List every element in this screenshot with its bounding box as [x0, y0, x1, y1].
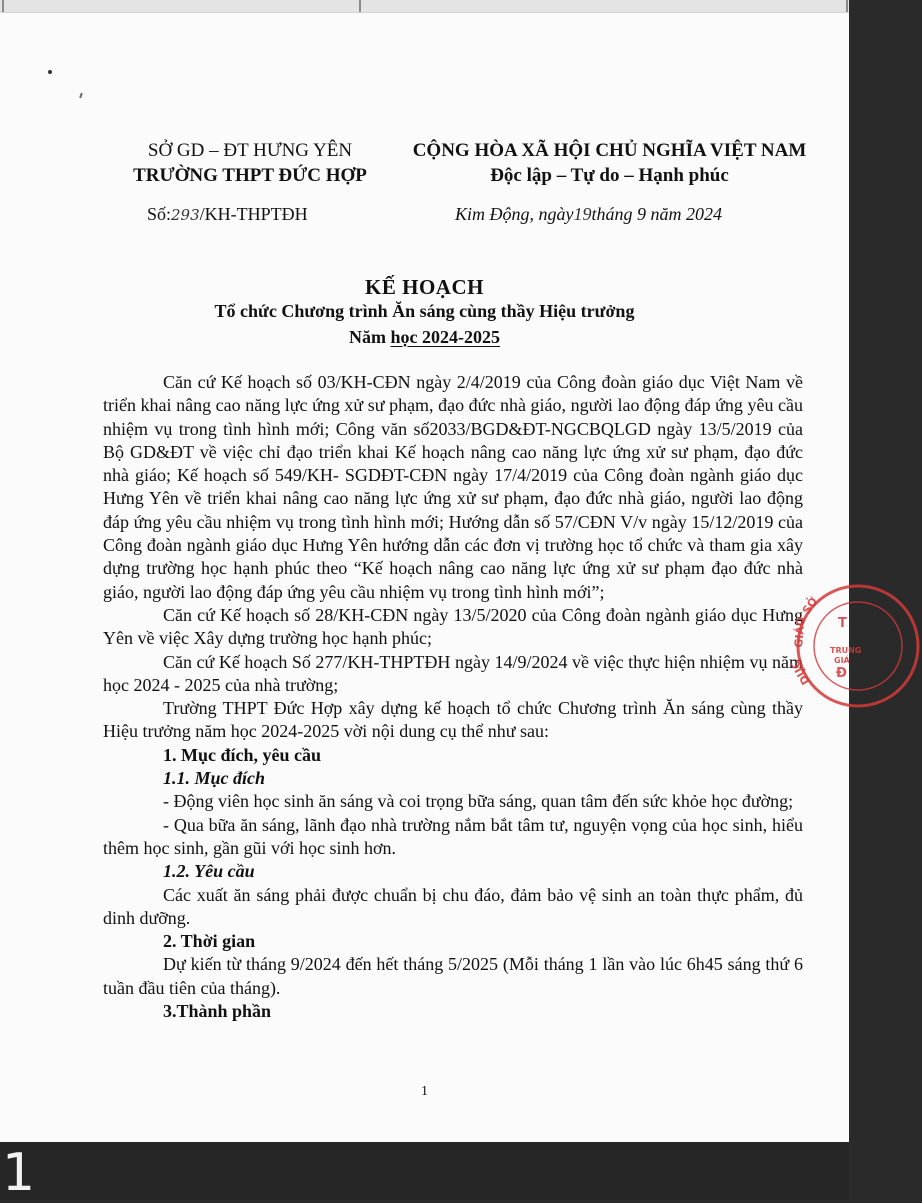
top-bar-separator — [846, 0, 848, 12]
official-stamp-seal — [788, 570, 922, 720]
svg-text:GIÁO: GIÁO — [792, 616, 808, 649]
top-bar-separator — [2, 0, 4, 12]
scan-speck — [48, 70, 52, 74]
svg-text:Đ: Đ — [836, 666, 847, 681]
viewer-page-indicator: 1 — [2, 1143, 36, 1203]
svg-text:DỤC: DỤC — [788, 657, 813, 687]
document-number-prefix: Số: — [147, 204, 172, 224]
svg-text:T: T — [838, 616, 847, 631]
national-motto: Độc lập – Tự do – Hạnh phúc — [490, 165, 729, 186]
school-year-underlined: học 2024-2025 — [390, 327, 500, 347]
viewer-top-bar — [0, 0, 849, 13]
section-heading: 2. Thời gian — [163, 931, 256, 952]
subsection-heading: 1.2. Yêu cầu — [163, 861, 255, 882]
national-name: CỘNG HÒA XÃ HỘI CHỦ NGHĨA VIỆT NAM — [412, 140, 807, 161]
svg-text:GIÁ: GIÁ — [834, 656, 850, 665]
place-date-suffix: tháng 9 năm 2024 — [591, 204, 722, 224]
document-number-handwritten: 293 — [171, 206, 200, 224]
svg-text:TRUNG: TRUNG — [830, 646, 862, 655]
paragraph: Dự kiến từ tháng 9/2024 đến hết tháng 5/2025 (Mỗi tháng 1 lần vào lúc 6h45 sáng thứ 6 tuần đầu tiên của tháng). — [103, 954, 803, 998]
school-year — [0, 327, 849, 348]
viewer-bottom-bar — [0, 1142, 849, 1203]
paragraph: - Qua bữa ăn sáng, lãnh đạo nhà trường nắm bắt tâm tư, nguyện vọng của học sinh, hiểu thêm học sinh, gần gũi với học sinh hơn. — [103, 814, 803, 858]
paragraph: Trường THPT Đức Hợp xây dựng kế hoạch tổ chức Chương trình Ăn sáng cùng thầy Hiệu trưởng năm học 2024-2025 vời nội dung cụ thể như sau: — [103, 698, 803, 742]
document-body — [103, 371, 803, 1023]
issuer-department: SỞ GD – ĐT HƯNG YÊN — [147, 140, 353, 161]
paragraph: Căn cứ Kế hoạch Số 277/KH-THPTĐH ngày 14/9/2024 về việc thực hiện nhiệm vụ năm học 2024 - 2025 của nhà trường; — [103, 651, 803, 695]
document-subtitle: Tổ chức Chương trình Ăn sáng cùng thầy Hiệu trưởng — [214, 301, 635, 321]
place-date-handwritten-day: 19 — [573, 204, 592, 224]
place-date-prefix: Kim Động, ngày — [455, 204, 574, 224]
section-heading: 3.Thành phần — [163, 1001, 272, 1022]
national-header — [372, 138, 847, 188]
place-date — [455, 204, 722, 225]
document-title: KẾ HOẠCH — [365, 275, 484, 299]
paragraph: Căn cứ Kế hoạch số 28/KH-CĐN ngày 13/5/2020 của Công đoàn ngành giáo dục Hưng Yên về việc Xây dựng trường học hạnh phúc; — [103, 604, 803, 649]
document-number-suffix: /KH-THPTĐH — [199, 204, 308, 224]
issuer-header — [110, 138, 390, 188]
scan-speck — [79, 93, 83, 98]
paragraph: Các xuất ăn sáng phải được chuẩn bị chu đáo, đảm bảo vệ sinh an toàn thực phẩm, đủ dinh dưỡng. — [103, 884, 803, 928]
section-heading: 1. Mục đích, yêu cầu — [163, 744, 322, 765]
school-year-prefix: Năm — [349, 327, 391, 347]
document-number — [147, 204, 308, 225]
issuer-school: TRƯỜNG THPT ĐỨC HỢP — [133, 165, 367, 186]
paragraph: Căn cứ Kế hoạch số 03/KH-CĐN ngày 2/4/2019 của Công đoàn giáo dục Việt Nam về triển khai nâng cao năng lực ứng xử sư phạm, đạo đức nhà giáo, người lao động đáp ứng yêu cầu nhiệm vụ trong tình hình mới; Công văn số2033/BGD&ĐT-NGCBQLGD ngày 13/5/2019 của Bộ GD&ĐT về việc chỉ đạo triển khai Kế hoạch nâng cao năng lực ứng xử sư phạm, đạo đức nhà giáo; Kế hoạch số 549/KH- SGDĐT-CĐN ngày 17/4/2019 của Công đoàn ngành giáo dục Hưng Yên về triển khai nâng cao năng lực ứng xử sư phạm, đạo đức nhà giáo, người lao động đáp ứng yêu cầu nhiệm vụ trong tình hình mới; Hướng dẫn số 57/CĐN V/v ngày 15/12/2019 của Công đoàn ngành giáo dục Hưng Yên hướng dẫn các đơn vị trường học tổ chức và tham gia xây dựng trường học hạnh phúc theo “Kế hoạch nâng cao năng lực ứng xử sư phạm đạo đức nhà giáo, người lao động đáp ứng yêu cầu nhiệm vụ trong tình hình mới”; — [103, 372, 803, 602]
paragraph: - Động viên học sinh ăn sáng và coi trọng bữa sáng, quan tâm đến sức khỏe học đường; — [163, 791, 794, 812]
top-bar-separator — [359, 0, 361, 12]
subsection-heading: 1.1. Mục đích — [163, 768, 266, 789]
page-number: 1 — [421, 1084, 428, 1099]
svg-text:SỞ: SỞ — [799, 594, 821, 617]
